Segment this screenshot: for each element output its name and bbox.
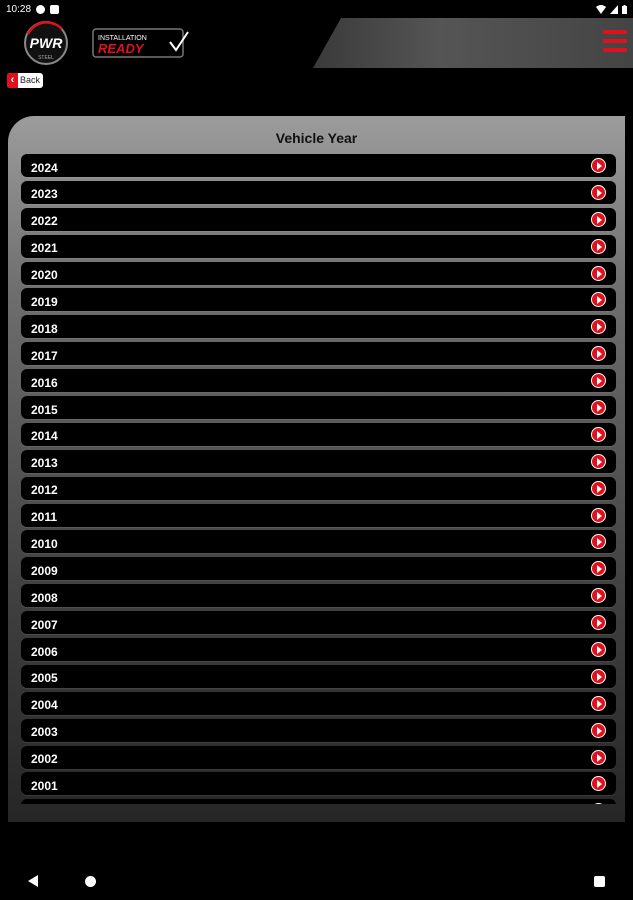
vehicle-year-panel [8, 116, 625, 822]
year-label: 2015 [31, 402, 58, 417]
arrow-right-icon [591, 534, 606, 549]
year-row[interactable] [21, 423, 616, 446]
arrow-right-icon [591, 750, 606, 765]
app-header [0, 18, 633, 68]
year-label: 2019 [31, 294, 58, 309]
year-row[interactable] [21, 288, 616, 311]
pwr-logo-text: PWR [29, 35, 63, 51]
nav-back-icon[interactable] [28, 875, 38, 887]
year-row[interactable] [21, 154, 616, 177]
year-row[interactable] [21, 799, 616, 804]
year-row[interactable] [21, 396, 616, 419]
year-label: 2020 [31, 268, 58, 283]
status-bar [0, 0, 633, 18]
arrow-right-icon [591, 508, 606, 523]
arrow-right-icon [591, 427, 606, 442]
status-time: 10:28 [6, 3, 32, 15]
arrow-right-icon [591, 239, 606, 254]
arrow-right-icon [591, 292, 606, 307]
chevron-left-icon: ‹ [7, 73, 18, 88]
arrow-right-icon [591, 588, 606, 603]
arrow-right-icon [591, 615, 606, 630]
year-row[interactable] [21, 584, 616, 607]
year-row[interactable] [21, 315, 616, 338]
signal-icon [610, 5, 618, 14]
arrow-right-icon [591, 454, 606, 469]
ready-logo-top: INSTALLATION [98, 35, 147, 42]
pwr-logo-sub: STEEL [38, 55, 54, 61]
year-row[interactable] [21, 181, 616, 204]
year-row[interactable] [21, 719, 616, 742]
year-row[interactable] [21, 208, 616, 231]
year-row[interactable] [21, 638, 616, 661]
arrow-right-icon [591, 346, 606, 361]
header-accent [313, 18, 633, 68]
year-label: 2006 [31, 644, 58, 659]
wifi-icon [596, 5, 606, 14]
year-label: 2014 [31, 429, 58, 444]
year-row[interactable] [21, 557, 616, 580]
year-label: 2018 [31, 321, 58, 336]
arrow-right-icon [591, 776, 606, 791]
pwr-steel-logo[interactable] [18, 20, 74, 66]
arrow-right-icon [591, 723, 606, 738]
year-label: 2016 [31, 375, 58, 390]
year-label: 2021 [31, 241, 58, 256]
arrow-right-icon [591, 481, 606, 496]
arrow-right-icon [591, 158, 606, 173]
year-row[interactable] [21, 611, 616, 634]
year-row[interactable] [21, 235, 616, 258]
year-row[interactable] [21, 530, 616, 553]
arrow-right-icon [591, 696, 606, 711]
year-row[interactable] [21, 369, 616, 392]
ready-logo-main: READY [98, 41, 144, 56]
battery-icon [622, 5, 627, 14]
arrow-right-icon [591, 669, 606, 684]
arrow-right-icon [591, 212, 606, 227]
year-label: 2024 [31, 160, 58, 175]
year-label: 2009 [31, 563, 58, 578]
year-label: 2012 [31, 483, 58, 498]
year-list[interactable] [21, 154, 616, 804]
year-label: 2011 [31, 510, 58, 525]
nav-home-icon[interactable] [85, 876, 96, 887]
sd-card-icon [50, 5, 59, 14]
back-label: Back [20, 75, 41, 85]
year-label: 2004 [31, 698, 58, 713]
arrow-right-icon [591, 642, 606, 657]
back-button[interactable] [7, 73, 43, 88]
year-label: 2001 [31, 778, 58, 793]
arrow-right-icon [591, 319, 606, 334]
year-label: 2010 [31, 536, 58, 551]
arrow-right-icon [591, 266, 606, 281]
notification-icon [36, 5, 45, 14]
year-row[interactable] [21, 746, 616, 769]
year-row[interactable] [21, 692, 616, 715]
year-row[interactable] [21, 665, 616, 688]
year-label: 2005 [31, 671, 58, 686]
year-label: 2003 [31, 725, 58, 740]
year-row[interactable] [21, 342, 616, 365]
arrow-right-icon [591, 400, 606, 415]
year-label: 2013 [31, 456, 58, 471]
year-label: 2022 [31, 214, 58, 229]
year-row[interactable] [21, 262, 616, 285]
panel-title: Vehicle Year [275, 130, 358, 146]
nav-recents-icon[interactable] [594, 876, 605, 887]
year-row[interactable] [21, 477, 616, 500]
year-label: 2007 [31, 617, 58, 632]
year-row[interactable] [21, 504, 616, 527]
arrow-right-icon [591, 561, 606, 576]
year-label: 2002 [31, 752, 58, 767]
year-row[interactable] [21, 772, 616, 795]
installation-ready-logo [92, 28, 190, 58]
arrow-right-icon [591, 185, 606, 200]
system-nav-bar [0, 862, 633, 900]
year-label: 2017 [31, 348, 58, 363]
year-row[interactable] [21, 450, 616, 473]
arrow-right-icon [591, 373, 606, 388]
year-label: 2008 [31, 590, 58, 605]
menu-icon[interactable] [603, 30, 627, 52]
arrow-right-icon [591, 803, 606, 804]
year-label: 2023 [31, 187, 58, 202]
